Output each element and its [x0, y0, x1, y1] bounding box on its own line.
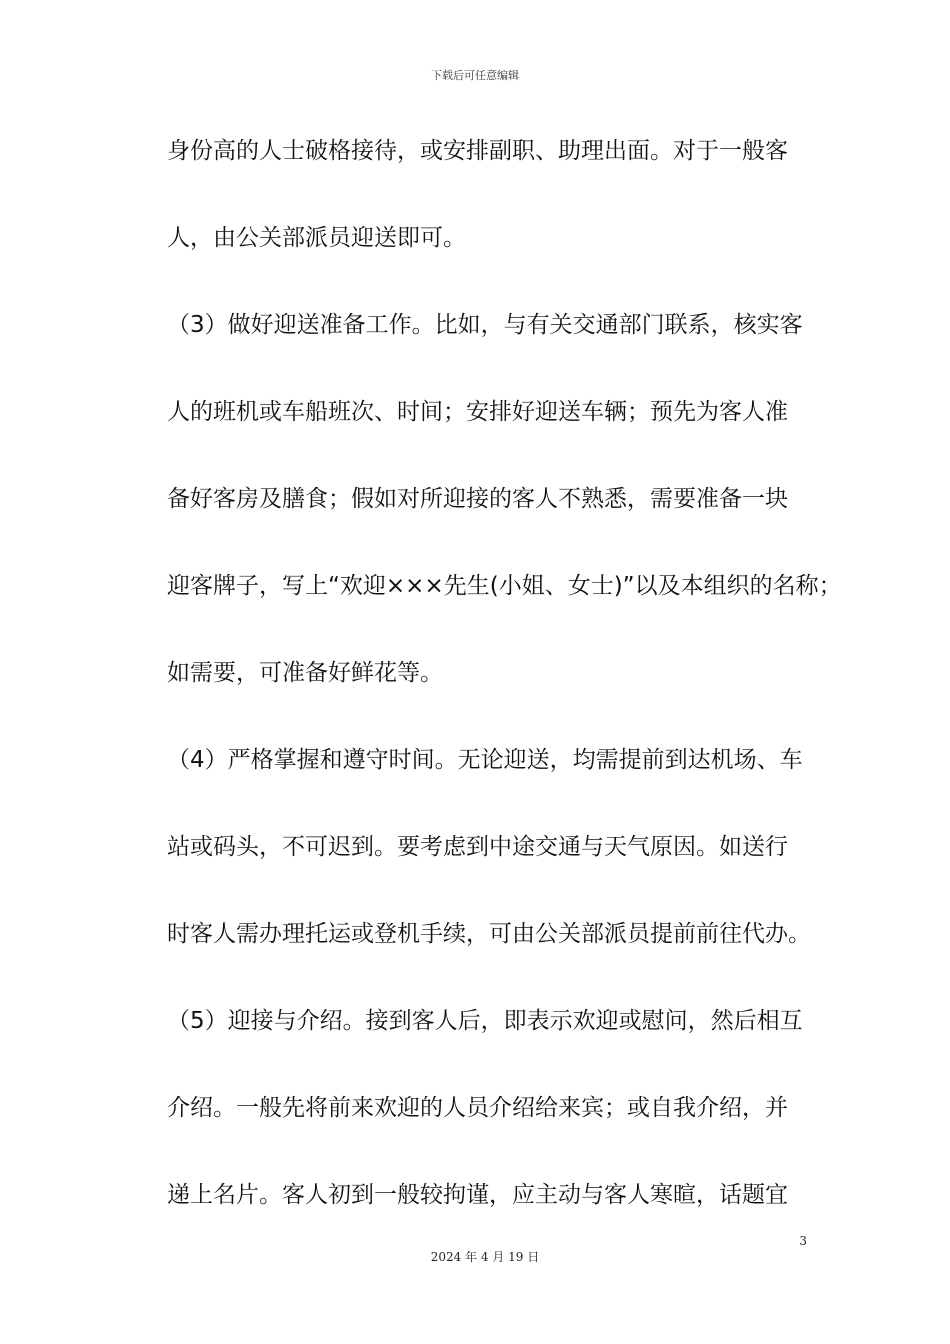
body-line: 介绍。一般先将前来欢迎的人员介绍给来宾；或自我介绍，并: [167, 1095, 788, 1121]
body-line: 人的班机或车船班次、时间；安排好迎送车辆；预先为客人准: [167, 399, 788, 425]
document-body: [167, 128, 842, 1259]
body-line: 人，由公关部派员迎送即可。: [167, 225, 466, 251]
body-line: 如需要，可准备好鲜花等。: [167, 660, 443, 686]
body-line: 迎客牌子，写上“欢迎×××先生(小姐、女士)”以及本组织的名称；: [167, 573, 842, 599]
body-line: 递上名片。客人初到一般较拘谨，应主动与客人寒暄，话题宜: [167, 1182, 788, 1208]
body-line: （4）严格掌握和遵守时间。无论迎送，均需提前到达机场、车: [167, 747, 803, 773]
body-line: 身份高的人士破格接待，或安排副职、助理出面。对于一般客: [167, 138, 788, 164]
page-number: 3: [799, 1234, 807, 1248]
body-line: 站或码头，不可迟到。要考虑到中途交通与天气原因。如送行: [167, 834, 788, 860]
body-line: 备好客房及膳食；假如对所迎接的客人不熟悉，需要准备一块: [167, 486, 788, 512]
body-line: 时客人需办理托运或登机手续，可由公关部派员提前前往代办。: [167, 921, 811, 947]
page-footer-date: 2024 年 4 月 19 日: [430, 1250, 540, 1264]
page-header: 下载后可任意编辑: [431, 69, 519, 82]
body-line: （5）迎接与介绍。接到客人后，即表示欢迎或慰问，然后相互: [167, 1008, 803, 1034]
body-line: （3）做好迎送准备工作。比如，与有关交通部门联系，核实客: [167, 312, 803, 338]
